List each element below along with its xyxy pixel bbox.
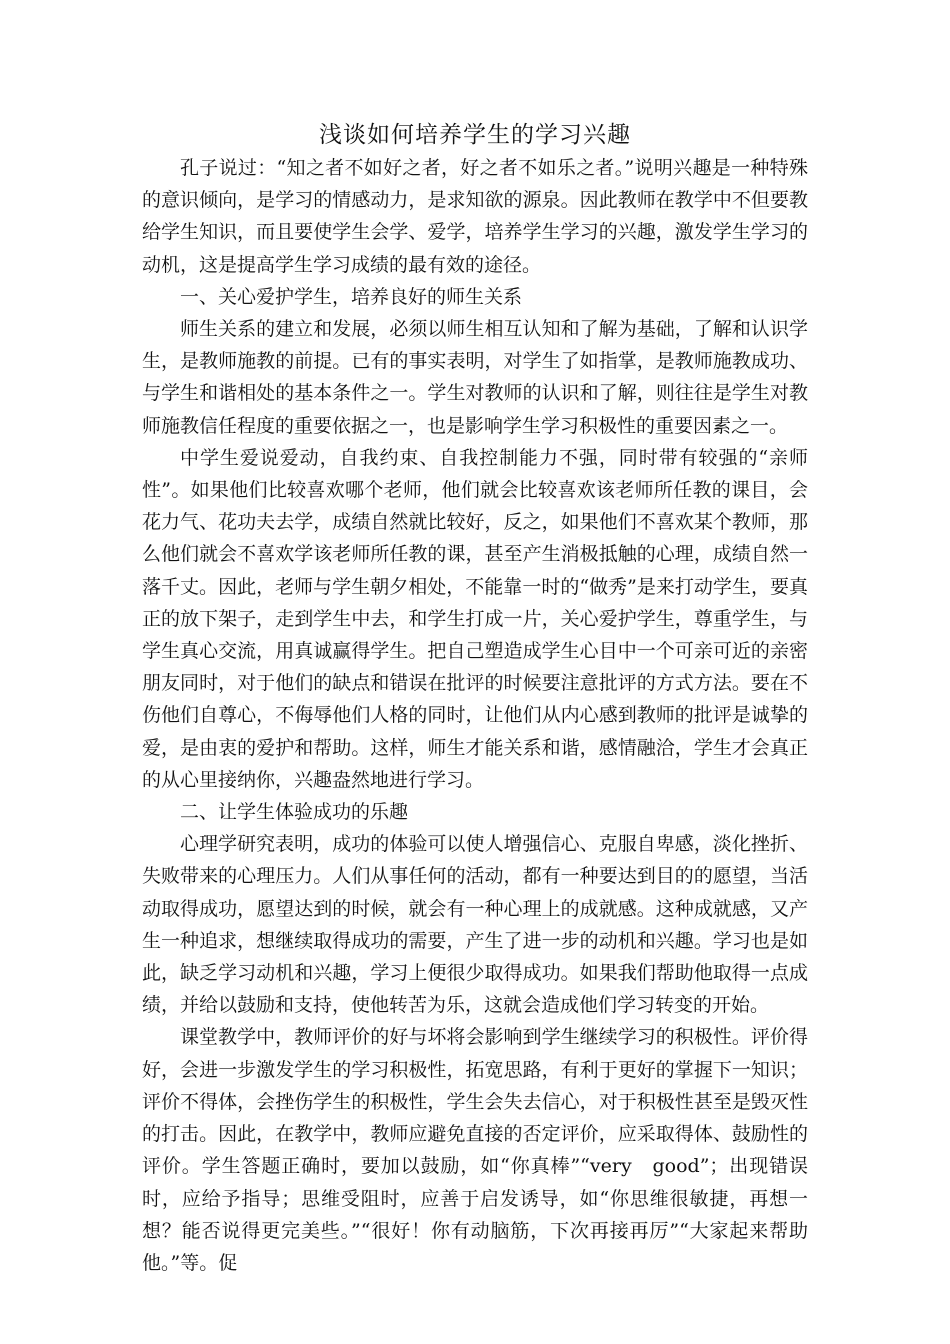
paragraph-classroom-evaluation: 课堂教学中，教师评价的好与坏将会影响到学生继续学习的积极性。评价得好，会进一步激发学生的学习积极性，拓宽思路，有利于更好的掌握下一知识；评价不得体，会挫伤学生的积极性，学生会失去信心，对于积极性甚至是毁灭性的打击。因此，在教学中，教师应避免直接的否定评价，应采取得体、鼓励性的评价。学生答题正确时，要加以鼓励，如“你真棒”“very good”；出现错误时，应给予指导；思维受阻时，应善于启发诱导，如“你思维很敏捷，再想一想？能否说得更完美些。”“很好！你有动脑筋，下次再接再厉”“大家起来帮助他。”等。促 bbox=[142, 1026, 808, 1274]
document-page bbox=[142, 118, 808, 1279]
document-title: 浅谈如何培养学生的学习兴趣 bbox=[319, 122, 631, 148]
paragraph-intro: 孔子说过：“知之者不如好之者，好之者不如乐之者。”说明兴趣是一种特殊的意识倾向，是学习的情感动力，是求知欲的源泉。因此教师在教学中不但要教给学生知识，而且要使学生会学、爱学，培养学生学习的兴趣，激发学生学习的动机，这是提高学生学习成绩的最有效的途径。 bbox=[142, 157, 808, 276]
section-heading-2: 二、让学生体验成功的乐趣 bbox=[180, 801, 409, 824]
paragraph-psychology-success: 心理学研究表明，成功的体验可以使人增强信心、克服自卑感，淡化挫折、失败带来的心理压力。人们从事任何的活动，都有一种要达到目的的愿望，当活动取得成功，愿望达到的时候，就会有一种心理上的成就感。这种成就感，又产生一种追求，想继续取得成功的需要，产生了进一步的动机和兴趣。学习也是如此，缺乏学习动机和兴趣，学习上便很少取得成功。如果我们帮助他取得一点成绩，并给以鼓励和支持，使他转苦为乐，这就会造成他们学习转变的开始。 bbox=[142, 833, 808, 1017]
paragraph-middle-school-students: 中学生爱说爱动，自我约束、自我控制能力不强，同时带有较强的“亲师性”。如果他们比较喜欢哪个老师，他们就会比较喜欢该老师所任教的课目，会花力气、花功夫去学，成绩自然就比较好，反之，如果他们不喜欢某个教师，那么他们就会不喜欢学该老师所任教的课，甚至产生消极抵触的心理，成绩自然一落千丈。因此，老师与学生朝夕相处，不能靠一时的“做秀”是来打动学生，要真正的放下架子，走到学生中去，和学生打成一片，关心爱护学生，尊重学生，与学生真心交流，用真诚赢得学生。把自己塑造成学生心目中一个可亲可近的亲密朋友同时，对于他们的缺点和错误在批评的时候要注意批评的方式方法。要在不伤他们自尊心，不侮辱他们人格的同时，让他们从内心感到教师的批评是诚挚的爱，是由衷的爱护和帮助。这样，师生才能关系和谐，感情融洽，学生才会真正的从心里接纳你，兴趣盎然地进行学习。 bbox=[142, 446, 808, 791]
paragraph-teacher-student-relationship: 师生关系的建立和发展，必须以师生相互认知和了解为基础，了解和认识学生，是教师施教的前提。已有的事实表明，对学生了如指掌，是教师施教成功、与学生和谐相处的基本条件之一。学生对教师的认识和了解，则往往是学生对教师施教信任程度的重要依据之一，也是影响学生学习积极性的重要因素之一。 bbox=[142, 318, 808, 437]
section-heading-1: 一、关心爱护学生，培养良好的师生关系 bbox=[180, 285, 523, 308]
